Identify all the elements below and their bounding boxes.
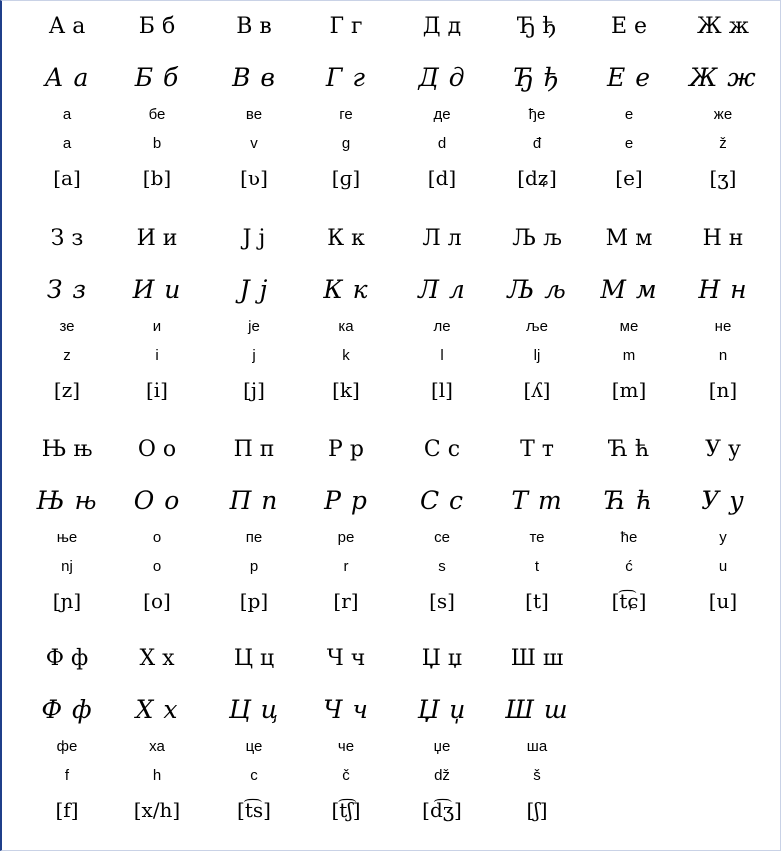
cursive-letter: К к [323, 275, 369, 304]
printed-letter: Њ њ [41, 437, 93, 462]
latin-equivalent: u [718, 558, 728, 575]
letter-name: те [529, 529, 545, 546]
ipa-pronunciation: [d͡ʒ] [422, 798, 462, 822]
latin-equivalent: p [249, 558, 259, 575]
printed-letter: Ш ш [510, 646, 564, 671]
cursive-letter: И и [132, 275, 182, 304]
latin-equivalent: n [718, 347, 728, 364]
latin-equivalent: a [62, 135, 72, 152]
letter-name: у [719, 529, 727, 546]
ipa-pronunciation: [dʑ] [517, 166, 557, 190]
ipa-pronunciation: [x/h] [133, 798, 181, 822]
ipa-pronunciation: [r] [333, 589, 359, 613]
cursive-letter: Д д [418, 63, 466, 92]
latin-equivalent: dž [434, 767, 450, 784]
cursive-letter: Ш ш [505, 695, 569, 724]
latin-equivalent: s [438, 558, 446, 575]
printed-letter: Ф ф [45, 646, 89, 671]
latin-equivalent: lj [533, 347, 541, 364]
printed-letter: Д д [422, 14, 462, 39]
printed-letter: Х х [139, 646, 175, 671]
cursive-letter: Љ љ [507, 275, 567, 304]
ipa-pronunciation: [f] [55, 798, 79, 822]
letter-name: зе [59, 318, 75, 335]
latin-equivalent: č [342, 767, 350, 784]
letter-name: џе [433, 738, 451, 755]
cursive-letter: Р р [324, 486, 368, 515]
letter-name: ве [245, 106, 263, 123]
letter-name: ће [620, 529, 638, 546]
cursive-letter: Е е [607, 63, 651, 92]
cursive-letter: Ц ц [228, 695, 280, 724]
latin-equivalent: đ [532, 135, 542, 152]
printed-letter: К к [327, 226, 365, 251]
ipa-pronunciation: [z] [53, 378, 81, 402]
latin-equivalent: š [533, 767, 541, 784]
latin-equivalent: ž [719, 135, 727, 152]
printed-letter: Ј ј [242, 226, 266, 251]
printed-letter: Љ љ [512, 226, 562, 251]
letter-name: о [152, 529, 162, 546]
letter-name: ле [433, 318, 451, 335]
letter-name: ша [526, 738, 548, 755]
cursive-letter: Г г [325, 63, 367, 92]
letter-name: ге [339, 106, 353, 123]
ipa-pronunciation: [n] [708, 378, 738, 402]
ipa-pronunciation: [o] [143, 589, 171, 613]
ipa-pronunciation: [ɡ] [331, 166, 361, 190]
ipa-pronunciation: [ʃ] [526, 798, 548, 822]
letter-name: фе [56, 738, 78, 755]
letter-name: не [714, 318, 732, 335]
printed-letter: Р р [328, 437, 364, 462]
cursive-letter: О о [133, 486, 181, 515]
cursive-letter: Ч ч [323, 695, 369, 724]
ipa-pronunciation: [s] [429, 589, 455, 613]
ipa-pronunciation: [i] [145, 378, 168, 402]
cursive-letter: П п [229, 486, 279, 515]
cursive-letter: Т т [511, 486, 563, 515]
printed-letter: Џ џ [421, 646, 463, 671]
latin-equivalent: z [63, 347, 71, 364]
ipa-pronunciation: [d] [427, 166, 457, 190]
latin-equivalent: d [437, 135, 447, 152]
latin-equivalent: k [342, 347, 350, 364]
cursive-letter: А а [44, 63, 90, 92]
cursive-letter: Ћ ћ [604, 486, 654, 515]
letter-name: пе [245, 529, 263, 546]
letter-name: је [248, 318, 260, 335]
ipa-pronunciation: [t͡s] [237, 798, 271, 822]
letter-name: бе [148, 106, 166, 123]
letter-name: ха [149, 738, 165, 755]
printed-letter: У у [705, 437, 741, 462]
printed-letter: А а [48, 14, 86, 39]
cursive-letter: Ж ж [689, 63, 757, 92]
ipa-pronunciation: [t] [525, 589, 549, 613]
letter-name: а [62, 106, 72, 123]
latin-equivalent: f [64, 767, 70, 784]
letter-name: ње [56, 529, 78, 546]
cursive-letter: Х х [135, 695, 179, 724]
printed-letter: Ћ ћ [608, 437, 650, 462]
printed-letter: З з [50, 226, 84, 251]
letter-name: ме [619, 318, 639, 335]
cursive-letter: Њ њ [36, 486, 98, 515]
ipa-pronunciation: [u] [708, 589, 738, 613]
letter-name: ка [338, 318, 354, 335]
cursive-letter: Б б [134, 63, 180, 92]
cursive-letter: З з [46, 275, 88, 304]
ipa-pronunciation: [p] [239, 589, 269, 613]
latin-equivalent: b [152, 135, 162, 152]
latin-equivalent: j [252, 347, 256, 364]
printed-letter: И и [136, 226, 178, 251]
ipa-pronunciation: [j] [243, 378, 265, 402]
latin-equivalent: nj [61, 558, 73, 575]
ipa-pronunciation: [ʒ] [709, 166, 737, 190]
latin-equivalent: t [534, 558, 540, 575]
ipa-pronunciation: [ʎ] [523, 378, 551, 402]
latin-equivalent: e [624, 135, 634, 152]
cursive-letter: Џ џ [417, 695, 467, 724]
letter-name: се [434, 529, 450, 546]
ipa-pronunciation: [ʋ] [240, 166, 268, 190]
letter-name: ље [526, 318, 548, 335]
printed-letter: П п [233, 437, 275, 462]
latin-equivalent: m [622, 347, 636, 364]
cursive-letter: М м [600, 275, 658, 304]
printed-letter: Ч ч [326, 646, 366, 671]
printed-letter: Л л [422, 226, 462, 251]
ipa-pronunciation: [e] [615, 166, 643, 190]
latin-equivalent: g [341, 135, 351, 152]
printed-letter: О о [137, 437, 177, 462]
letter-name: и [152, 318, 162, 335]
printed-letter: Ж ж [697, 14, 749, 39]
printed-letter: С с [423, 437, 461, 462]
latin-equivalent: i [155, 347, 159, 364]
letter-name: ре [337, 529, 355, 546]
letter-name: ђе [528, 106, 546, 123]
latin-equivalent: ć [625, 558, 633, 575]
printed-letter: Г г [329, 14, 363, 39]
ipa-pronunciation: [t͡ʃ] [331, 798, 361, 822]
printed-letter: Е е [610, 14, 648, 39]
letter-name: де [433, 106, 451, 123]
cursive-letter: Ј ј [239, 275, 269, 304]
printed-letter: Ђ ђ [517, 14, 557, 39]
letter-name: че [337, 738, 355, 755]
latin-equivalent: c [250, 767, 258, 784]
cursive-letter: Ф ф [41, 695, 93, 724]
cursive-letter: У у [701, 486, 745, 515]
ipa-pronunciation: [a] [53, 166, 81, 190]
latin-equivalent: h [152, 767, 162, 784]
printed-letter: М м [605, 226, 653, 251]
letter-name: це [245, 738, 263, 755]
latin-equivalent: v [250, 135, 258, 152]
letter-name: же [713, 106, 733, 123]
latin-equivalent: o [152, 558, 162, 575]
ipa-pronunciation: [ɲ] [52, 589, 82, 613]
cursive-letter: Ђ ђ [513, 63, 561, 92]
ipa-pronunciation: [l] [430, 378, 453, 402]
printed-letter: Н н [702, 226, 744, 251]
ipa-pronunciation: [m] [611, 378, 647, 402]
printed-letter: Т т [520, 437, 554, 462]
ipa-pronunciation: [b] [142, 166, 172, 190]
latin-equivalent: l [440, 347, 444, 364]
cursive-letter: Н н [698, 275, 748, 304]
cursive-letter: Л л [418, 275, 466, 304]
cursive-letter: С с [419, 486, 465, 515]
latin-equivalent: r [343, 558, 349, 575]
ipa-pronunciation: [k] [332, 378, 360, 402]
printed-letter: Ц ц [233, 646, 275, 671]
printed-letter: Б б [138, 14, 176, 39]
ipa-pronunciation: [t͡ɕ] [611, 589, 647, 613]
letter-name: е [624, 106, 634, 123]
cursive-letter: В в [232, 63, 276, 92]
printed-letter: В в [236, 14, 272, 39]
